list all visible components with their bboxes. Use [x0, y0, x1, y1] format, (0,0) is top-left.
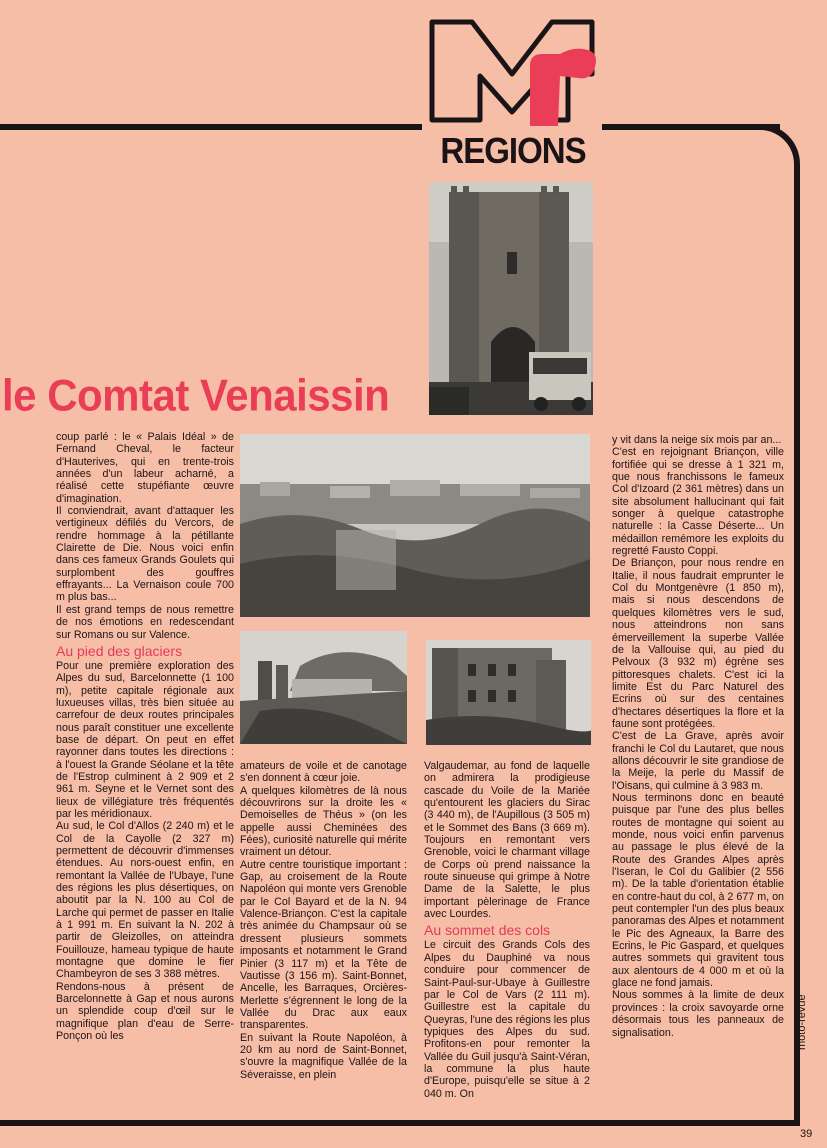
paragraph: Pour une première exploration des Alpes du sud, Barcelonnette (1 100 m), petite capitale régionale aux luxueuses villas, très bien située au carrefour de deux routes principales nous paraît constituer une excellente base de départ. On peut en effet rayonner dans toutes les directions : à l'ouest la Grande Séolane et la tête de l'Estrop culminent à 2 909 et 2 961 m. Seyne et le Vernet sont des lieux de villégiature très fréquentés par les méridionaux.: [56, 659, 234, 820]
article-column-1: [56, 431, 234, 1043]
frame-top-left-rule: [0, 124, 422, 130]
paragraph: Il est grand temps de nous remettre de nos émotions en redescendant sur Romans ou sur Valence.: [56, 603, 234, 641]
paragraph: Il conviendrait, avant d'attaquer les vertigineux défilés du Vercors, de rendre hommage à la pétillante Clairette de Die. Nous voici enfin dans ces fameux Grands Goulets qui surplombent des gouffres effrayants... La Vernaison coule 700 m plus bas...: [56, 505, 234, 604]
paragraph: C'est de La Grave, après avoir franchi le Col du Lautaret, que nous allons découvrir le site grandiose de la Meije, la perle du Massif de l'Oisans, qui culmine à 3 983 m.: [612, 730, 784, 792]
paragraph: Valgaudemar, au fond de laquelle on admirera la prodigieuse cascade du Voile de la Mariée qu'entourent les glaciers du Sirac (3 440 m), de l'Aupillous (3 505 m) et le Sommet des Bans (3 669 m). Toujours en remontant vers Grenoble, voici le charmant village de Corps où prend naissance la route sinueuse qui grimpe à Notre Dame de la Salette, le plus important pèlerinage de France avec Lourdes.: [424, 760, 590, 921]
paragraph: Rendons-nous à présent de Barcelonnette à Gap et nous aurons un splendide coup d'œil sur le magnifique plan d'eau de Serre-Ponçon où les: [56, 980, 234, 1043]
paragraph: Nous terminons donc en beauté puisque par l'une des plus belles routes de montagne qui soient au monde, nous voici enfin parvenus au passage le plus élevé de la Route des Grandes Alpes après l'Iseran, le Col du Galibier (2 556 m). De la table d'orientation établie en contre-haut du col, à 2 677 m, on peut contempler l'un des plus beaux panoramas des Alpes et notamment le Pic des Agneaux, la Barre des Ecrins, le Pic Gaspard, et quelques autres sommets qui gravitent tous aux alentours de 4 000 m et où la glace ne fond jamais.: [612, 791, 784, 990]
photo-hill-village: [240, 631, 407, 744]
photo-village-panorama: [240, 434, 590, 617]
mr-logo: [428, 14, 598, 128]
paragraph: En suivant la Route Napoléon, à 20 km au nord de Saint-Bonnet, s'ouvre la magnifique Vallée de la Séveraisse, en plein: [240, 1031, 407, 1081]
subheading-glaciers: Au pied des glaciers: [56, 642, 183, 659]
article-title: le Comtat Venaissin: [2, 370, 390, 421]
frame-right-rule: [794, 168, 800, 1123]
frame-bottom-rule: [0, 1120, 800, 1126]
photo-tower-gate: [429, 182, 593, 415]
paragraph: Le circuit des Grands Cols des Alpes du Dauphiné va nous conduire pour commencer de Saint-Paul-sur-Ubaye à Guillestre par le Col de Vars (2 111 m). Guillestre est la capitale du Queyras, l'une des régions les plus typiques des Alpes du sud. Profitons-en pour remonter la Vallée du Guil jusqu'à Saint-Véran, la commune la plus haute d'Europe, puisqu'elle se situe à 2 040 m. On: [424, 939, 591, 1100]
paragraph: Au sud, le Col d'Allos (2 240 m) et le Col de la Cayolle (2 327 m) permettent de découvrir d'immenses étendues. Au nors-ouest enfin, en remontant la Vallée de l'Ubaye, l'une des régions les plus désertiques, on aboutit par la N. 100 au Col de Larche qui permet de passer en Italie à 1 991 m. En suivant la N. 202 à partir de Gleizolles, on atteindra Fouillouze, hameau typique de haute montagne que domine le fier Chambeyron de ses 3 388 mètres.: [56, 820, 234, 981]
article-column-3: [424, 760, 590, 1100]
magazine-name: moto-revue: [796, 994, 808, 1050]
paragraph: Nous sommes à la limite de deux provinces : la croix savoyarde orne désormais tous les panneaux de signalisation.: [612, 989, 784, 1039]
frame-corner: [740, 124, 800, 174]
page-number: 39: [800, 1128, 813, 1140]
paragraph: De Briançon, pour nous rendre en Italie, il nous faudrait emprunter le Col du Montgenèvre (1 850 m), mais si nous descendons de quelques kilomètres vers le sud, nous atteindrons non sans émerveillement la superbe Vallée de la Vallouise qui, au pied du Pelvoux (3 932 m) égrène ses pittoresques chalets. C'est ici la limite Est du Parc Naturel des Ecrins où sur des centaines d'hectares désertiques la flore et la faune sont protégées.: [612, 557, 784, 730]
photo-chateau: [426, 640, 591, 745]
article-column-4: [612, 434, 784, 1039]
paragraph: coup parlé : le « Palais Idéal » de Fernand Cheval, le facteur d'Hauterives, qui en trente-trois années d'un labeur acharné, a réalisé cette stupéfiante œuvre d'imagination.: [56, 431, 234, 505]
paragraph: Autre centre touristique important : Gap, au croisement de la Route Napoléon qui monte vers Grenoble par le Col Bayard et de la N. 94 Valence-Briançon. C'est la capitale très animée du Champsaur où se dressent plusieurs sommets imposants et notamment le Grand Pinier (3 117 m) et la Tête de Vautisse (3 156 m). Saint-Bonnet, Ancelle, les Barraques, Orcières-Merlette s'égrennent le long de la Vallée du Drac aux eaux transparentes.: [240, 858, 407, 1032]
subheading-cols: Au sommet des cols: [424, 922, 551, 939]
paragraph: amateurs de voile et de canotage s'en donnent à cœur joie.: [240, 760, 407, 785]
paragraph: C'est en rejoignant Briançon, ville fortifiée qui se dresse à 1 321 m, que nous franchissons le fameux Col d'Izoard (2 361 mètres) dans un site absolument hallucinant qui fait songer à quelque catastrophe naturelle : la Casse Déserte... Un médaillon remémore les exploits du regretté Fausto Coppi.: [612, 446, 784, 558]
article-column-2: [240, 760, 407, 1081]
paragraph: y vit dans la neige six mois par an...: [612, 434, 782, 446]
paragraph: A quelques kilomètres de là nous découvrirons sur la droite les « Demoiselles de Théus » (on les appelle aussi Cheminées des Fées), curiosité naturelle qui mérite vraiment un détour.: [240, 784, 407, 859]
section-title: REGIONS: [440, 130, 586, 171]
